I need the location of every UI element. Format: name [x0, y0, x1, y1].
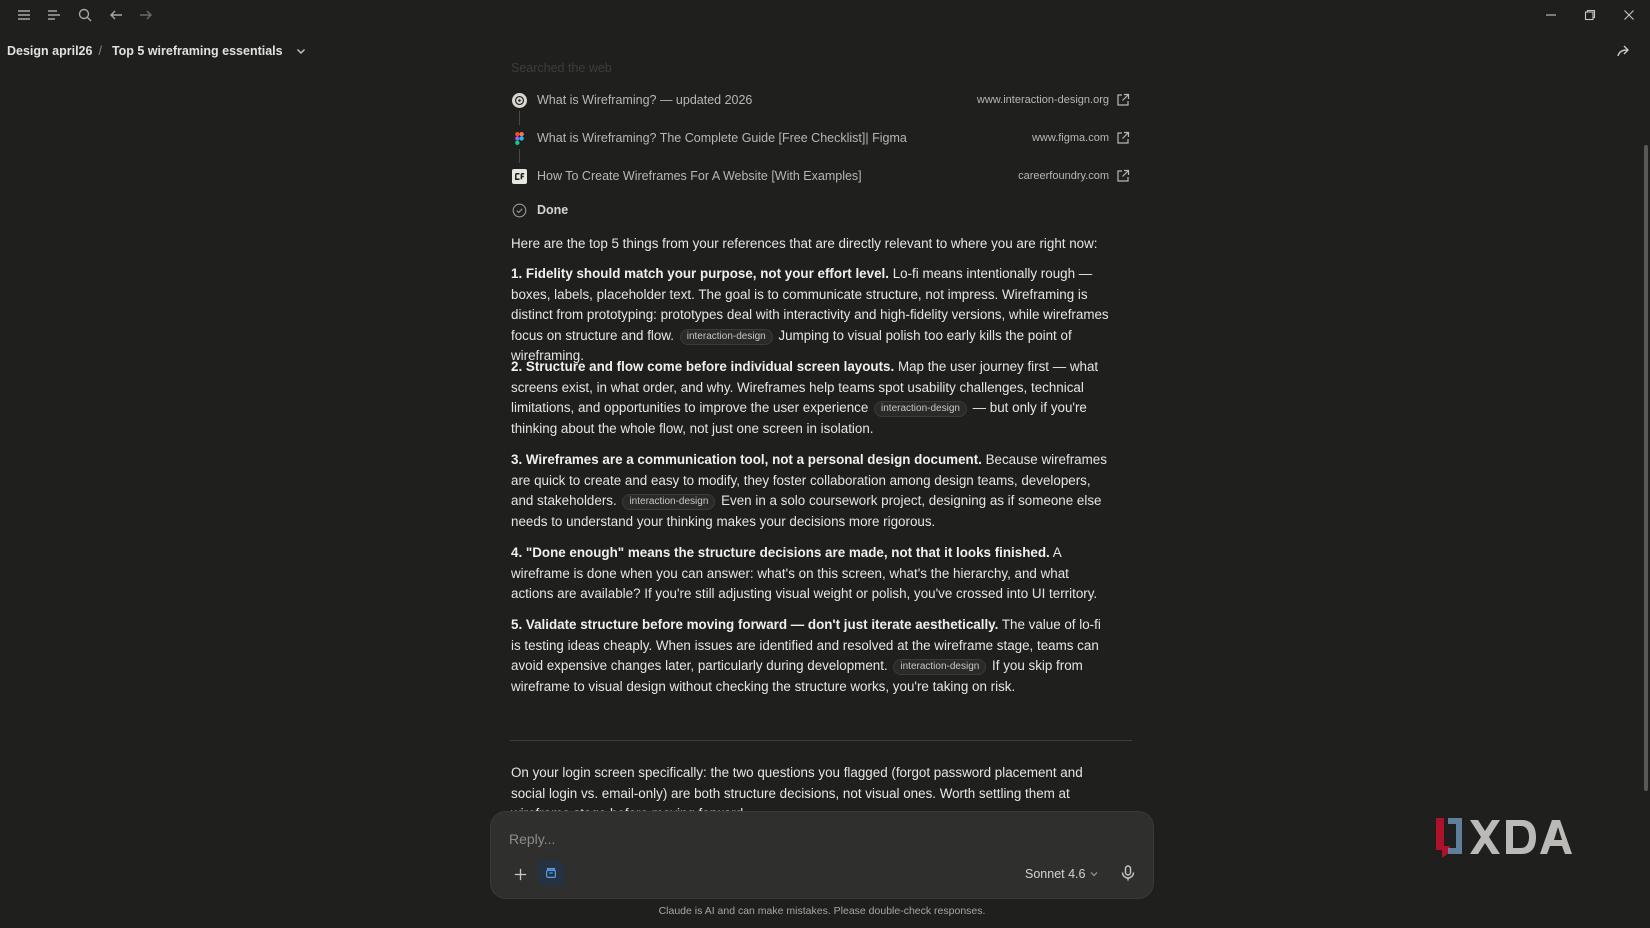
close-icon[interactable] [1620, 6, 1638, 24]
disclaimer: Claude is AI and can make mistakes. Please double-check responses. [658, 905, 986, 917]
source-title[interactable]: How To Create Wireframes For A Website [With Examples] [537, 169, 862, 183]
timeline-connector [519, 111, 520, 125]
item-heading: 1. Fidelity should match your purpose, not your effort level. [511, 266, 889, 281]
source-item[interactable] [511, 163, 1131, 201]
citation-chip[interactable]: interaction-design [680, 329, 773, 345]
list-item [511, 357, 1111, 439]
xda-logo [1434, 814, 1590, 862]
menu-icon[interactable] [15, 6, 33, 24]
item-text: Jumping to visual polish too early kills the point of wireframing. [511, 327, 1072, 364]
item-text: The value of lo-fi is testing ideas cheaply. When issues are identified and resolved at the wireframe stage, teams can avoid expensive changes later, particularly during development. [511, 617, 1101, 674]
breadcrumb-separator: / [98, 44, 102, 58]
item-text: A wireframe is done when you can answer: what's on this screen, what's the hierarchy, and what actions are available? If you're still adjusting visual weight or polish, you've crossed into UI territory. [511, 545, 1098, 602]
item-heading: 3. Wireframes are a communication tool, not a personal design document. [511, 452, 982, 467]
list-item [511, 543, 1111, 605]
source-list [511, 87, 1131, 201]
external-link-icon[interactable] [1116, 93, 1130, 107]
back-arrow-icon[interactable] [107, 6, 125, 24]
message-content [511, 60, 1131, 812]
plus-icon[interactable] [509, 863, 531, 885]
reply-input[interactable] [509, 828, 1069, 850]
item-heading: 2. Structure and flow come before individual screen layouts. [511, 359, 895, 374]
chevron-down-icon [1089, 869, 1099, 879]
external-link-icon[interactable] [1116, 131, 1130, 145]
list-item [511, 264, 1111, 367]
sidebar-toggle-icon[interactable] [45, 6, 63, 24]
careerfoundry-favicon [512, 169, 527, 184]
microphone-icon[interactable] [1119, 864, 1137, 882]
item-text: — but only if you're thinking about the whole flow, not just one screen in isolation. [511, 400, 1087, 436]
chevron-down-icon[interactable] [295, 45, 307, 57]
breadcrumb [7, 42, 307, 60]
source-domain: www.interaction-design.org [976, 94, 1109, 106]
source-domain: careerfoundry.com [1018, 170, 1109, 182]
model-name: Sonnet 4.6 [1025, 867, 1086, 881]
list-item [511, 450, 1111, 532]
item-text: Map the user journey first — what screens exist, in what order, and why. Wireframes help teams spot usability challenges, technical limitations, and opportunities to improve the user experience [511, 359, 1099, 416]
item-text: If you skip from wireframe to visual design without checking the structure works, you're taking on risk. [511, 658, 1083, 694]
scrollbar[interactable] [1644, 145, 1648, 791]
maximize-icon[interactable] [1581, 6, 1599, 24]
search-icon[interactable] [76, 6, 94, 24]
minimize-icon[interactable] [1542, 6, 1560, 24]
forward-arrow-icon[interactable] [137, 6, 155, 24]
external-link-icon[interactable] [1116, 169, 1130, 183]
reply-composer [490, 811, 1154, 899]
share-icon[interactable] [1616, 43, 1632, 59]
list-item [511, 615, 1111, 697]
item-text: Because wireframes are quick to create and easy to modify, they foster collaboration among design teams, developers, and stakeholders. [511, 452, 1107, 509]
tool-icon[interactable] [538, 860, 564, 886]
source-title[interactable]: What is Wireframing? — updated 2026 [537, 93, 753, 107]
title-bar [0, 0, 1650, 30]
timeline-connector [519, 149, 520, 163]
figma-favicon [512, 131, 527, 146]
intro-paragraph: Here are the top 5 things from your references that are directly relevant to where you are right now: [511, 236, 1098, 251]
source-domain: www.figma.com [1031, 132, 1109, 144]
searched-web-label[interactable]: Searched the web [511, 61, 612, 75]
source-item[interactable] [511, 125, 1131, 163]
chat-title[interactable]: Top 5 wireframing essentials [111, 44, 283, 58]
item-heading: 5. Validate structure before moving forward — don't just iterate aesthetically. [511, 617, 999, 632]
divider [510, 740, 1132, 741]
interaction-design-favicon [512, 93, 527, 108]
source-title[interactable]: What is Wireframing? The Complete Guide [Free Checklist]| Figma [537, 131, 907, 145]
breadcrumb-project[interactable]: Design april26 [7, 44, 93, 58]
check-circle-icon [512, 203, 527, 218]
item-heading: 4. "Done enough" means the structure decisions are made, not that it looks finished. [511, 545, 1050, 560]
item-text: Lo-fi means intentionally rough — boxes, labels, placeholder text. The goal is to communicate structure, not impress. Wireframing is distinct from prototyping: prototypes deal with interactivity and high-fidelity versions, while wireframes focus on structure and flow. [511, 266, 1109, 343]
citation-chip[interactable]: interaction-design [893, 659, 986, 675]
citation-chip[interactable]: interaction-design [874, 401, 967, 417]
model-selector[interactable] [1025, 865, 1099, 883]
citation-chip[interactable]: interaction-design [622, 494, 715, 510]
closing-paragraph: On your login screen specifically: the two questions you flagged (forgot password placement and social login vs. email-only) are both structure decisions, not visual ones. Worth settling them at [511, 765, 1083, 801]
item-text: Even in a solo coursework project, designing as if someone else needs to understand your thinking makes your decisions more rigorous. [511, 493, 1102, 529]
source-item[interactable] [511, 87, 1131, 125]
done-label: Done [537, 203, 569, 217]
